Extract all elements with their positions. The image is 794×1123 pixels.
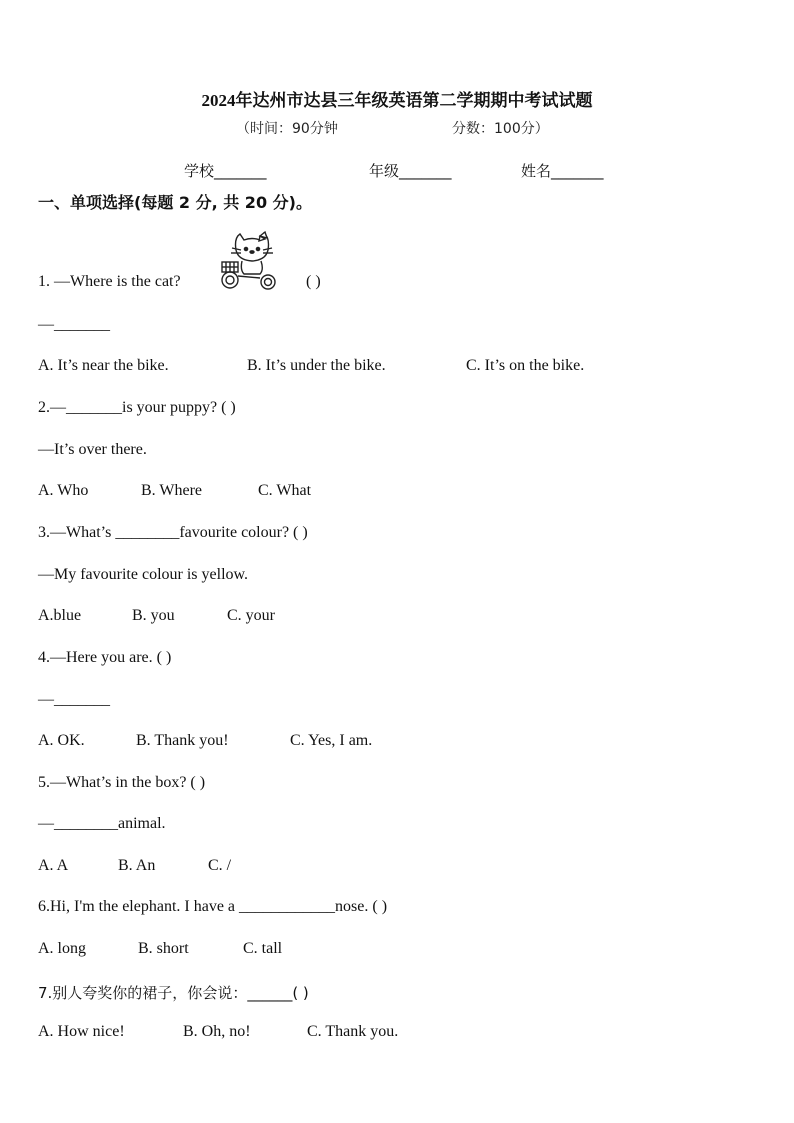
question-7-option-c: C. Thank you. xyxy=(307,1023,399,1040)
question-1-option-b: B. It’s under the bike. xyxy=(247,357,386,374)
name-field: 姓名_______ xyxy=(521,162,604,180)
question-7-option-b: B. Oh, no! xyxy=(183,1023,251,1040)
question-2-stem: 2.—_______is your puppy? ( ) xyxy=(38,399,236,416)
question-5-option-c: C. / xyxy=(208,857,232,874)
question-3-option-c: C. your xyxy=(227,607,275,624)
question-6-stem: 6.Hi, I'm the elephant. I have a ____________nose. ( ) xyxy=(38,898,388,915)
question-1-stem: 1. —Where is the cat? xyxy=(38,273,181,290)
question-1-option-c: C. It’s on the bike. xyxy=(466,357,585,374)
question-4-stem: 4.—Here you are. ( ) xyxy=(38,649,172,666)
time-limit: （时间：90分钟 xyxy=(236,121,338,137)
question-5-option-a: A. A xyxy=(38,857,69,874)
question-3-reply: —My favourite colour is yellow. xyxy=(38,566,249,583)
hello-kitty-bike-icon xyxy=(214,228,288,295)
page-title: 2024年达州市达县三年级英语第二学期期中考试试题 xyxy=(201,91,593,110)
question-2-option-a: A. Who xyxy=(38,482,89,499)
school-field: 学校_______ xyxy=(184,162,267,180)
question-1-answer: —_______ xyxy=(38,316,110,333)
question-4-option-c: C. Yes, I am. xyxy=(290,732,373,749)
question-4-answer: —_______ xyxy=(38,691,110,708)
question-7-stem: 7.别人夸奖你的裙子，你会说：______( ) xyxy=(38,984,309,1002)
question-4-option-a: A. OK. xyxy=(38,732,85,749)
question-5-option-b: B. An xyxy=(118,857,156,874)
question-2-reply: —It’s over there. xyxy=(38,441,147,458)
question-5-answer: —________animal. xyxy=(38,815,166,832)
question-6-option-a: A. long xyxy=(38,940,86,957)
question-3-option-b: B. you xyxy=(132,607,175,624)
question-6-option-b: B. short xyxy=(138,940,189,957)
question-2-option-c: C. What xyxy=(258,482,312,499)
grade-field: 年级_______ xyxy=(369,162,452,180)
question-1-paren: ( ) xyxy=(306,273,321,290)
question-7-option-a: A. How nice! xyxy=(38,1023,125,1040)
question-4-option-b: B. Thank you! xyxy=(136,732,229,749)
question-2-option-b: B. Where xyxy=(141,482,203,499)
question-3-stem: 3.—What’s ________favourite colour? ( ) xyxy=(38,524,308,541)
question-5-stem: 5.—What’s in the box? ( ) xyxy=(38,774,206,791)
question-1-option-a: A. It’s near the bike. xyxy=(38,357,169,374)
question-3-option-a: A.blue xyxy=(38,607,82,624)
section-heading: 一、单项选择(每题 2 分, 共 20 分)。 xyxy=(38,193,312,212)
total-score: 分数：100分） xyxy=(452,121,549,137)
question-6-option-c: C. tall xyxy=(243,940,283,957)
